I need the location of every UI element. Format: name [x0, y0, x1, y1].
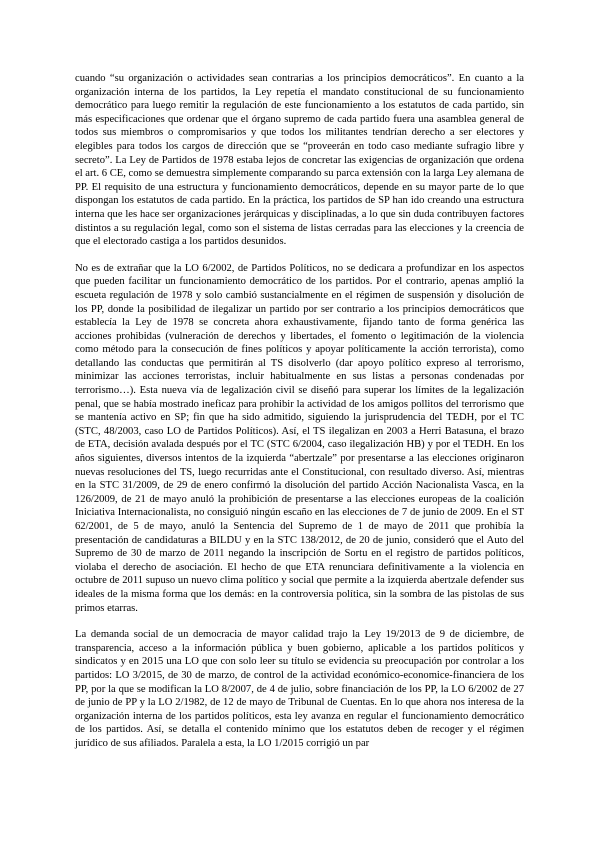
paragraph-1: cuando “su organización o actividades sean contrarias a los principios democráticos”. En cuanto a la organización interna de los partidos, la Ley repetía el mandato constitucional de su funcionamiento democrático para luego remitir la regulación de este funcionamiento a los estatutos de cada partido, sin más especificaciones que ordenar que el órgano supremo de cada partido fuera una asamblea general de todos sus miembros o compromisarios y que todos los militantes tendrían derecho a ser electores y elegibles para todos los cargos de dirección que se “proveerán en todo caso mediante sufragio libre y secreto”. La Ley de Partidos de 1978 estaba lejos de concretar las exigencias de organización que ordena el art. 6 CE, como se demuestra simplemente comparando su parca extensión con la larga Ley alemana de PP. El requisito de una estructura y funcionamiento democráticos, depende en su mayor parte de lo que dispongan los estatutos de cada partido. En la práctica, los partidos de SP han ido creando una estructura interna que les hace ser organizaciones jerárquicas y disciplinadas, a lo que sin duda contribuyen factores distintos a su regulación legal, como son el sistema de listas cerradas para las elecciones y la creencia de que el electorado castiga a los partidos desunidos.: [75, 73, 524, 248]
paragraph-3: La demanda social de un democracia de mayor calidad trajo la Ley 19/2013 de 9 de diciembre, de transparencia, acceso a la información pública y buen gobierno, aplicable a los partidos políticos y sindicatos y en 2015 una LO que con solo leer su título se evidencia su preocupación por controlar a los partidos: LO 3/2015, de 30 de marzo, de control de la actividad económico-economice-financiera de los PP, por la que se modifican la LO 8/2007, de 4 de julio, sobre financiación de los PP, la LO 6/2002 de 27 de junio de PP y la LO 2/1982, de 12 de mayo de Tribunal de Cuentas. En lo que ahora nos interesa de la organización interna de los partidos políticos, esta ley avanza en regular el funcionamiento democrático de los partidos. Así, se detalla el contenido mínimo que los estatutos deben de recoger y el régimen jurídico de sus afiliados. Paralela a esta, la LO 1/2015 corrigió un par: [75, 629, 524, 749]
paragraph-2: No es de extrañar que la LO 6/2002, de Partidos Políticos, no se dedicara a profundizar en los aspectos que pueden facilitar un funcionamiento democrático de los partidos. Por el contrario, apenas amplió la escueta regulación de 1978 y solo cambió sustancialmente en el régimen de suspensión y disolución de los PP, donde la posibilidad de ilegalizar un partido por ser contrario a los principios democráticos que establecía la Ley de 1978 se concreta ahora exhaustivamente, fijando tanto de forma genérica las acciones prohibidas (vulneración de derechos y libertades, el fomento o legitimación de la violencia como método para la consecución de fines políticos y apoyar políticamente la acción terrorista), como detallando las conductas que permitirán al TS disolverlo (dar apoyo político expreso al terrorismo, minimizar las acciones terroristas, incluir habitualmente en sus listas a personas condenadas por terrorismo…). Esta nueva vía de legalización civil se diseñó para superar los límites de la legalización penal, que se había mostrado ineficaz para prohibir la actividad de los amigos pollitos del terrorismo que se mantenía activo en SP; fin que ha sido admitido, siguiendo la jurisprudencia del TEDH, por el TC (STC, 48/2003, caso LO de Partidos Políticos). Así, el TS ilegalizan en 2003 a Herri Batasuna, el brazo de ETA, decisión avalada después por el TC (STC 6/2004, caso ilegalización HB) y por el TEDH. En los años siguientes, diversos intentos de la izquierda “abertzale” por presentarse a las elecciones originaron nuevas resoluciones del TS, luego recurridas ante el Constitucional, con resultado diverso. Así, mientras en la STC 31/2009, de 29 de enero confirmó la disolución del partido Acción Nacionalista Vasca, en la 126/2009, de 21 de mayo anuló la prohibición de presentarse a las elecciones europeas de la coalición Iniciativa Internacionalista, no consiguió ningún escaño en las elecciones de 7 de junio de 2009. En el ST 62/2001, de 5 de mayo, anuló la Sentencia del Supremo de 1 de mayo de 2011 que prohibía la presentación de candidaturas a BILDU y en la STC 138/2012, de 20 de junio, consideró que el Auto del Supremo de 30 de marzo de 2011 negando la inscripción de Sortu en el registro de partidos políticos, violaba el derecho de asociación. El hecho de que ETA renunciara definitivamente a la violencia en octubre de 2011 supuso un nuevo clima político y social que permite a la izquierda abertzale defender sus ideales de la misma forma que los demás: en la controversia política, sin la sombra de las pistolas de sus primos etarras.: [75, 262, 524, 614]
